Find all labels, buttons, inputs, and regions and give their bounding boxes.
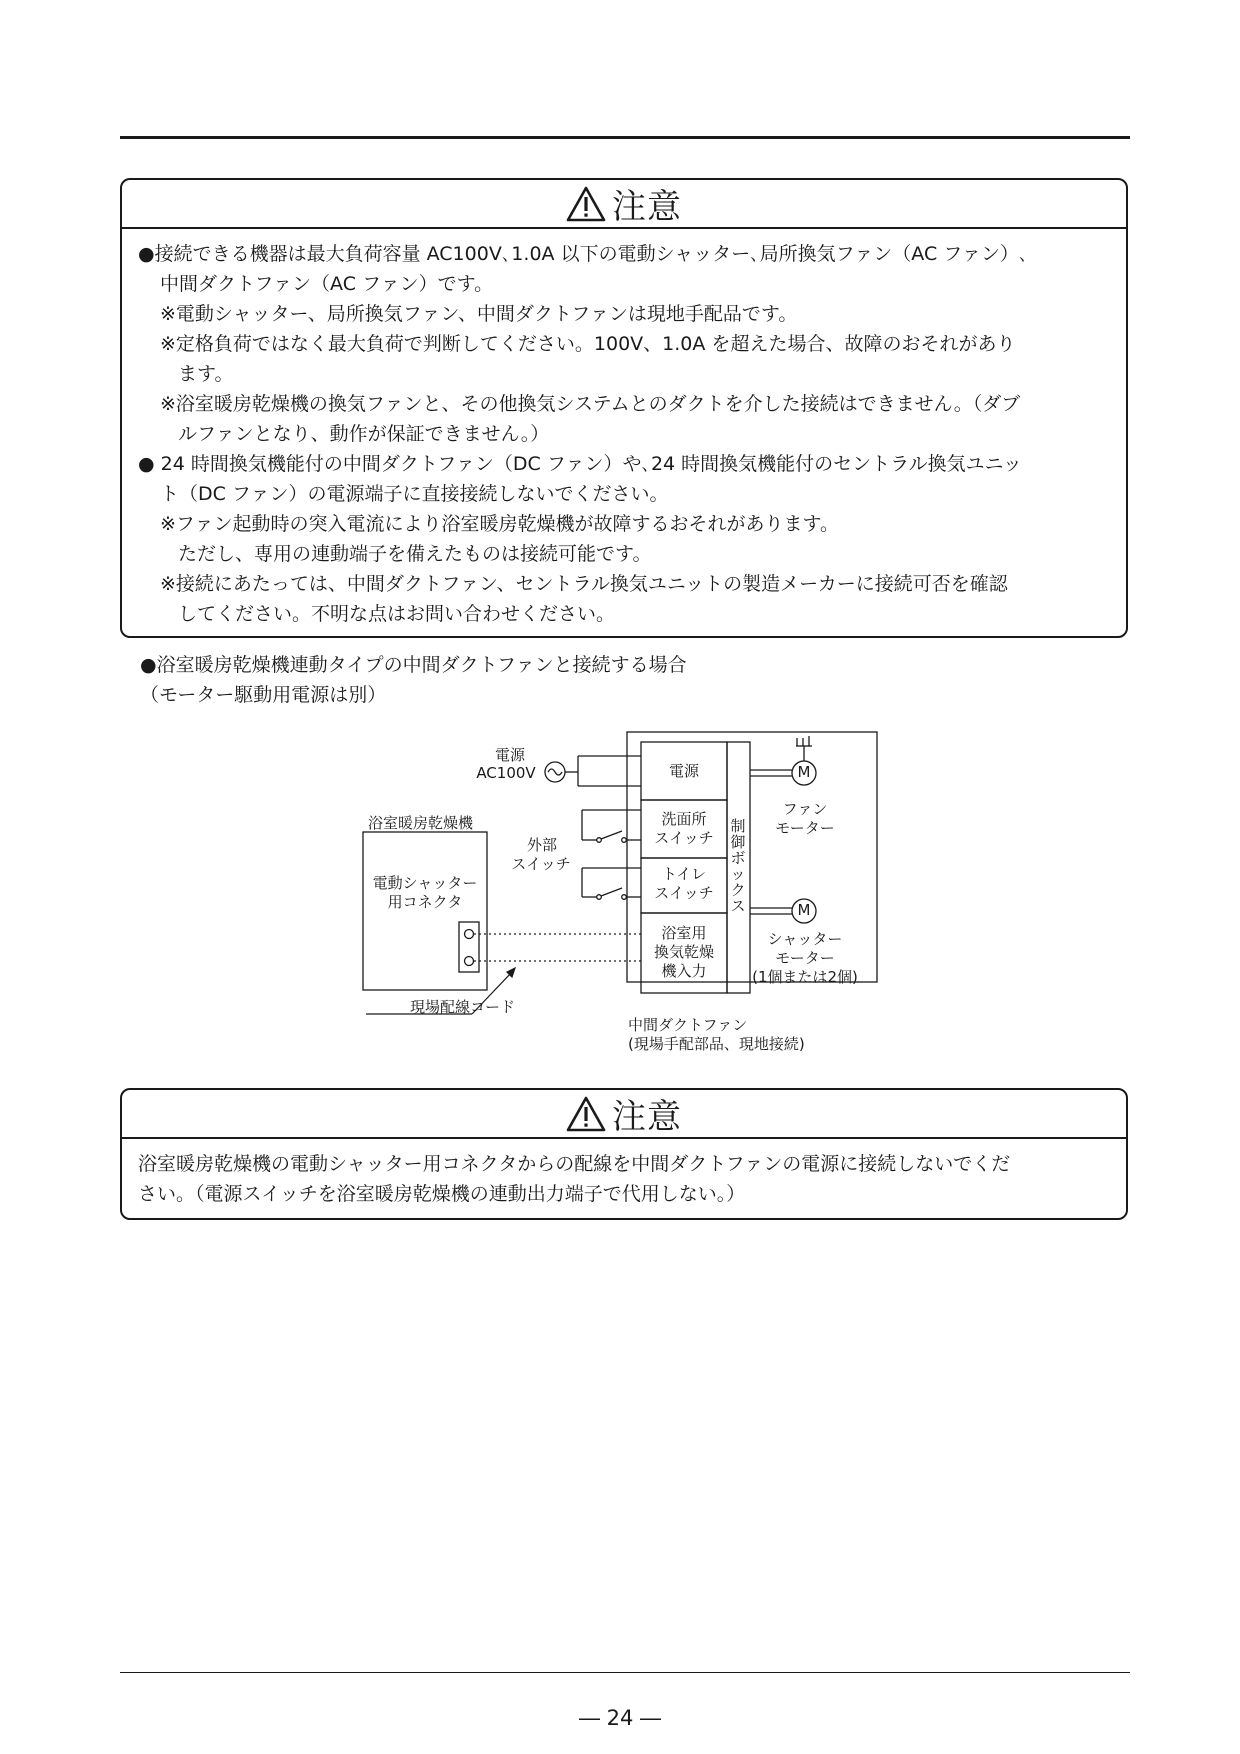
caution-line: ※接続にあたっては、中間ダクトファン、セントラル換気ユニットの製造メーカーに接続可否を確認 xyxy=(160,573,1008,595)
fan-motor-label: ファン xyxy=(782,800,828,818)
page-number: ― 24 ― xyxy=(578,1706,662,1730)
section-subtitle: （モーター駆動用電源は別） xyxy=(140,684,387,706)
caution-body xyxy=(122,229,1126,629)
duct-fan-label: (現場手配部品、現地接続) xyxy=(628,1035,805,1053)
caution-line: ※浴室暖房乾燥機の換気ファンと、その他換気システムとのダクトを介した接続はできません。（ダブ xyxy=(160,393,1021,415)
warning-triangle-icon xyxy=(566,186,606,222)
box-washroom-label: 洗面所 xyxy=(661,810,707,828)
power-source-label: 電源 xyxy=(494,746,525,764)
caution-body xyxy=(122,1139,1126,1209)
caution-title: 注意 xyxy=(612,187,682,227)
caution-line: ● 24 時間換気機能付の中間ダクトファン（DC ファン）や､24 時間換気機能付のセントラル換気ユニッ xyxy=(138,453,1022,475)
shutter-motor-label: (1個または2個) xyxy=(752,968,858,986)
box-bath-label: 換気乾燥 xyxy=(653,943,714,961)
motor-symbol-label: M xyxy=(797,763,811,781)
power-voltage-label: AC100V xyxy=(476,764,536,782)
shutter-motor-label: シャッター xyxy=(767,930,843,948)
box-bath-label: 浴室用 xyxy=(661,924,707,942)
wiring-diagram xyxy=(360,728,880,1068)
section-title: ●浴室暖房乾燥機連動タイプの中間ダクトファンと接続する場合 xyxy=(140,654,687,676)
duct-fan-label: 中間ダクトファン xyxy=(628,1016,748,1034)
caution-box-2 xyxy=(120,1088,1128,1220)
caution-line: ※定格負荷ではなく最大負荷で判断してください。100V、1.0A を超えた場合、故障のおそれがあり xyxy=(160,333,1016,355)
caution-line: さい。（電源スイッチを浴室暖房乾燥機の連動出力端子で代用しない。） xyxy=(138,1183,746,1205)
header-rule xyxy=(120,136,1130,139)
shutter-motor-label: モーター xyxy=(775,949,835,967)
warning-triangle-icon xyxy=(566,1096,606,1132)
caution-title: 注意 xyxy=(612,1097,682,1137)
caution-box-1 xyxy=(120,178,1128,638)
external-switch-label: 外部 xyxy=(526,836,557,854)
caution-line: ルファンとなり、動作が保証できません。） xyxy=(178,423,550,445)
external-switch-label: スイッチ xyxy=(511,855,571,873)
caution-line: ます。 xyxy=(178,363,234,385)
caution-line: ※ファン起動時の突入電流により浴室暖房乾燥機が故障するおそれがあります。 xyxy=(160,513,840,535)
caution-line: ただし、専用の連動端子を備えたものは接続可能です。 xyxy=(178,543,652,565)
box-power-label: 電源 xyxy=(668,762,699,780)
box-toilet-label: トイレ xyxy=(661,865,707,883)
shutter-connector-label: 電動シャッター xyxy=(372,874,478,892)
control-box-label: 制御ボックス xyxy=(730,817,746,915)
footer-rule xyxy=(120,1672,1130,1673)
caution-line: してください。不明な点はお問い合わせください。 xyxy=(178,603,616,625)
box-toilet-label: スイッチ xyxy=(654,884,714,902)
caution-line: ※電動シャッター、局所換気ファン、中間ダクトファンは現地手配品です。 xyxy=(160,303,798,325)
box-bath-label: 機入力 xyxy=(661,962,707,980)
caution-line: ●接続できる機器は最大負荷容量 AC100V､1.0A 以下の電動シャッター､局所換気ファン（AC ファン）､ xyxy=(138,243,1029,265)
section-heading xyxy=(140,650,687,710)
caution-header xyxy=(122,180,1126,229)
dryer-unit-label: 浴室暖房乾燥機 xyxy=(368,814,474,832)
caution-line: 中間ダクトファン（AC ファン）です。 xyxy=(160,273,494,295)
fan-motor-label: モーター xyxy=(775,819,835,837)
caution-line: 浴室暖房乾燥機の電動シャッター用コネクタからの配線を中間ダクトファンの電源に接続しないでくだ xyxy=(138,1153,1011,1175)
caution-line: ト（DC ファン）の電源端子に直接接続しないでください。 xyxy=(160,483,669,505)
shutter-connector-label: 用コネクタ xyxy=(387,893,463,911)
motor-symbol-label: M xyxy=(797,901,811,919)
box-washroom-label: スイッチ xyxy=(654,829,714,847)
field-cord-label: 現場配線コード xyxy=(410,998,516,1016)
caution-header xyxy=(122,1090,1126,1139)
